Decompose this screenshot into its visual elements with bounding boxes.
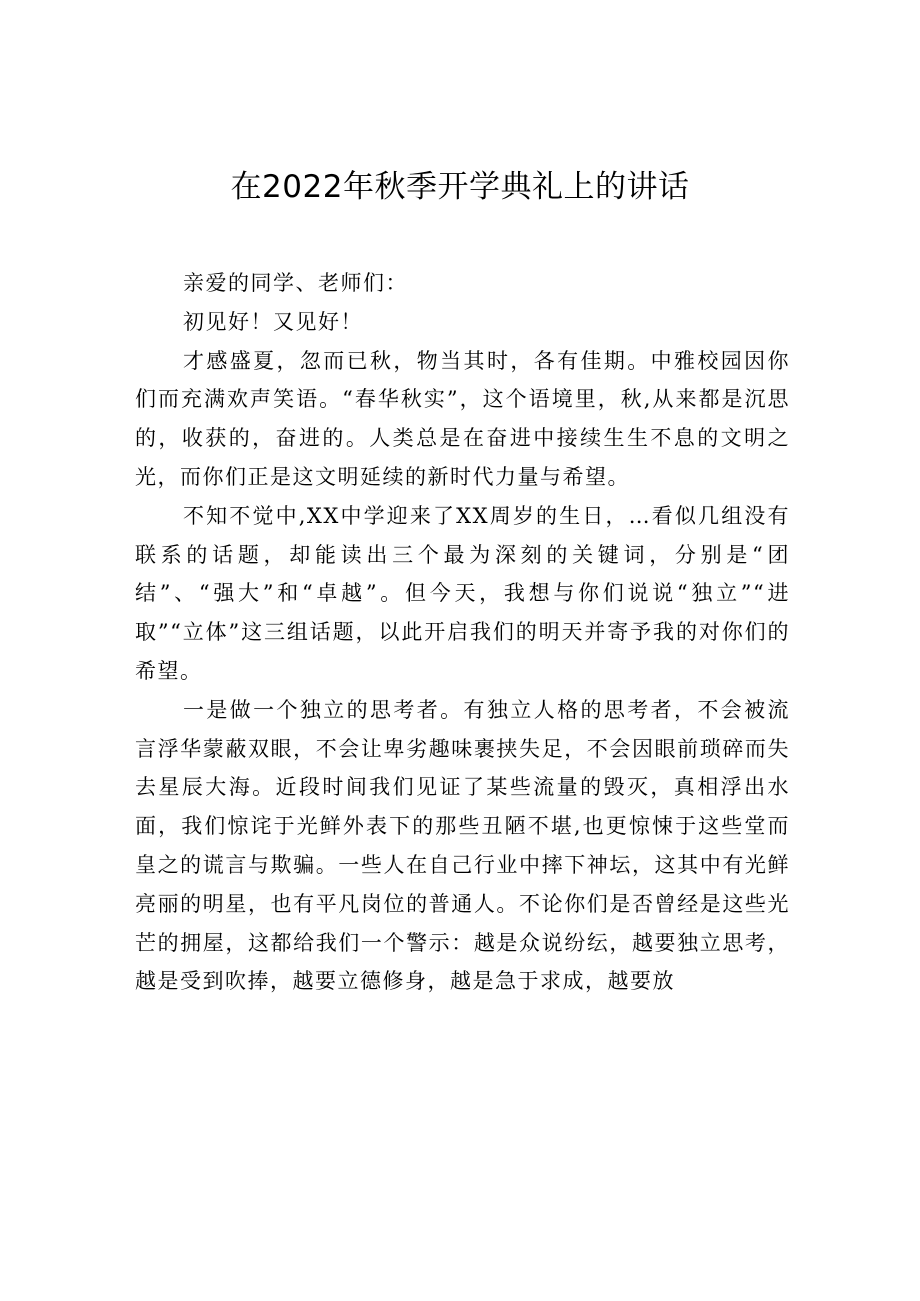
document-title: 在2022年秋季开学典礼上的讲话 [230,169,690,205]
greeting: 初见好！又见好！ [183,309,363,334]
document-body [135,264,790,1001]
paragraph-opening: 才感盛夏，忽而已秋，物当其时，各有佳期。中雅校园因你们而充满欢声笑语。“春华秋实”，这个语境里，秋,从来都是沉思的，收获的，奋进的。人类总是在奋进中接续生生不息的文明之光，而你们正是这文明延续的新时代力量与希望。 [135,348,790,489]
salutation: 亲爱的同学、老师们： [183,271,408,295]
paragraph-anniversary: 不知不觉中,XX中学迎来了XX周岁的生日，…看似几组没有联系的话题，却能读出三个最为深刻的关键词，分别是“团结”、“强大”和“卓越”。但今天，我想与你们说说“独立”“进取”“立体”这三组话题，以此开启我们的明天并寄予我的对你们的希望。 [135,503,790,683]
paragraph-independent-thinker: 一是做一个独立的思考者。有独立人格的思考者，不会被流言浮华蒙蔽双眼，不会让卑劣趣味裹挟失足，不会因眼前琐碎而失去星辰大海。近段时间我们见证了某些流量的毁灭，真相浮出水面，我们惊诧于光鲜外表下的那些丑陋不堪,也更惊悚于这些堂而皇之的谎言与欺骗。一些人在自己行业中摔下神坛，这其中有光鲜亮丽的明星，也有平凡岗位的普通人。不论你们是否曾经是这些光芒的拥屋，这都给我们一个警示：越是众说纷纭，越要独立思考，越是受到吹捧，越要立德修身，越是急于求成，越要放 [135,697,790,994]
